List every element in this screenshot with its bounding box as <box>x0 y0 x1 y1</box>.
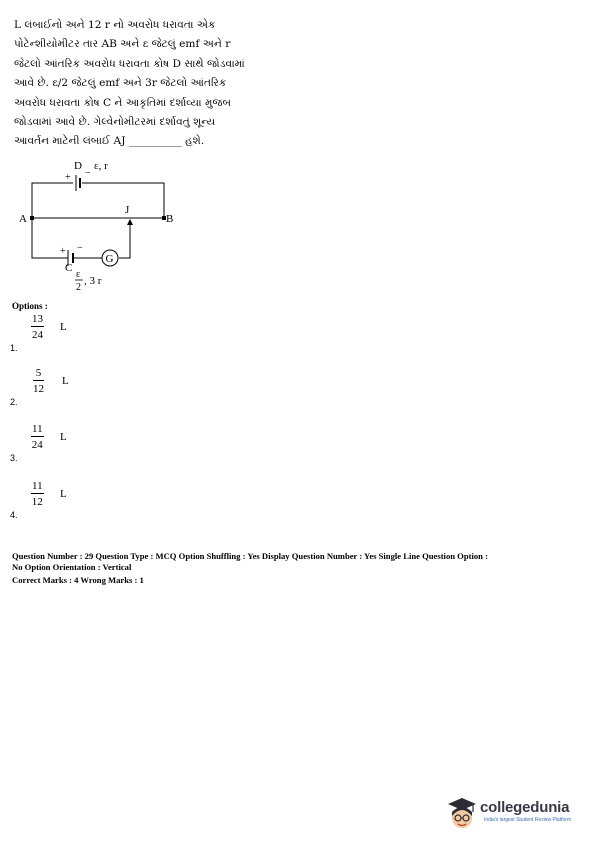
cell-c-plus: + <box>60 246 66 257</box>
cell-c-resistance: , 3 r <box>84 275 102 287</box>
option-fraction <box>31 313 44 341</box>
question-line: આવર્તન માટેની લંબાઈ AJ __________ હશે. <box>14 135 205 148</box>
cell-c-label: C <box>65 262 73 274</box>
top-wire <box>32 183 164 218</box>
option-variable: L <box>60 431 67 443</box>
option-variable: L <box>62 375 69 387</box>
galvanometer-label: G <box>105 253 114 265</box>
brand-name: collegedunia <box>480 799 570 816</box>
metadata-line-1: Question Number : 29 Question Type : MCQ Option Shuffling : Yes Display Question Number : Yes Single Line Question Option : <box>12 551 488 561</box>
fraction-numerator: 5 <box>33 367 44 381</box>
fraction-denominator: 12 <box>31 496 43 508</box>
brand-tagline: India's largest Student Review Platform <box>484 817 572 823</box>
option-number: 4. <box>10 510 18 520</box>
option-fraction <box>31 480 44 508</box>
question-line: અવરોધ ધરાવતા કોષ C ને આકૃતિમાં દર્શાવ્યા મુજબ <box>14 96 232 109</box>
point-a-label: A <box>19 213 27 225</box>
question-line: પોટેન્શીયોમીટર તાર AB અને ε જેટલું emf અને r <box>14 38 231 51</box>
graduate-mascot-icon <box>444 796 480 832</box>
collegedunia-logo <box>444 796 584 832</box>
option-number: 3. <box>10 453 18 463</box>
cell-d-minus: − <box>85 168 91 179</box>
question-text <box>14 16 276 152</box>
fraction-denominator: 24 <box>31 439 43 451</box>
options-heading: Options : <box>12 301 48 311</box>
cell-d-values: ε, r <box>94 160 108 172</box>
cell-d-plus: + <box>65 172 71 183</box>
cell-c-emf-numerator: ε <box>76 269 81 280</box>
fraction-numerator: 11 <box>32 423 43 435</box>
option-2[interactable] <box>10 367 90 407</box>
option-fraction <box>33 367 44 395</box>
question-metadata <box>12 551 587 586</box>
option-number: 2. <box>10 397 18 407</box>
jockey-arrow <box>127 219 133 225</box>
option-fraction <box>31 423 44 451</box>
cell-d-label: D <box>74 160 82 172</box>
metadata-line-2: No Option Orientation : Vertical <box>12 561 132 572</box>
option-4[interactable] <box>10 480 90 520</box>
option-3[interactable] <box>10 423 90 463</box>
cell-c-minus: − <box>77 243 83 254</box>
fraction-numerator: 11 <box>32 480 43 492</box>
option-number: 1. <box>10 343 18 353</box>
option-variable: L <box>60 488 67 500</box>
question-line: જોડવામાં આવે છે. ગેલ્વેનોમીટરમાં દર્શાવતું શૂન્ય <box>14 116 216 129</box>
fraction-denominator: 12 <box>33 383 44 395</box>
metadata-marks: Correct Marks : 4 Wrong Marks : 1 <box>12 575 144 586</box>
option-1[interactable] <box>10 313 90 353</box>
potentiometer-circuit-diagram <box>10 158 185 293</box>
cell-c-emf-denominator: 2 <box>76 282 81 293</box>
question-line: L લંબાઈનો અને 12 r નો અવરોધ ધરાવતા એક <box>14 19 216 31</box>
fraction-denominator: 24 <box>32 329 43 341</box>
question-line: જેટલો આંતરિક અવરોધ ધરાવતા કોષ D સાથે જોડવામાં <box>14 57 245 70</box>
option-variable: L <box>60 321 67 333</box>
point-b-label: B <box>166 213 174 225</box>
question-line: આવે છે. ε/2 જેટલું emf અને 3r જેટલો આંતરિક <box>14 77 227 90</box>
point-j-label: J <box>125 204 130 216</box>
fraction-numerator: 13 <box>32 313 43 325</box>
